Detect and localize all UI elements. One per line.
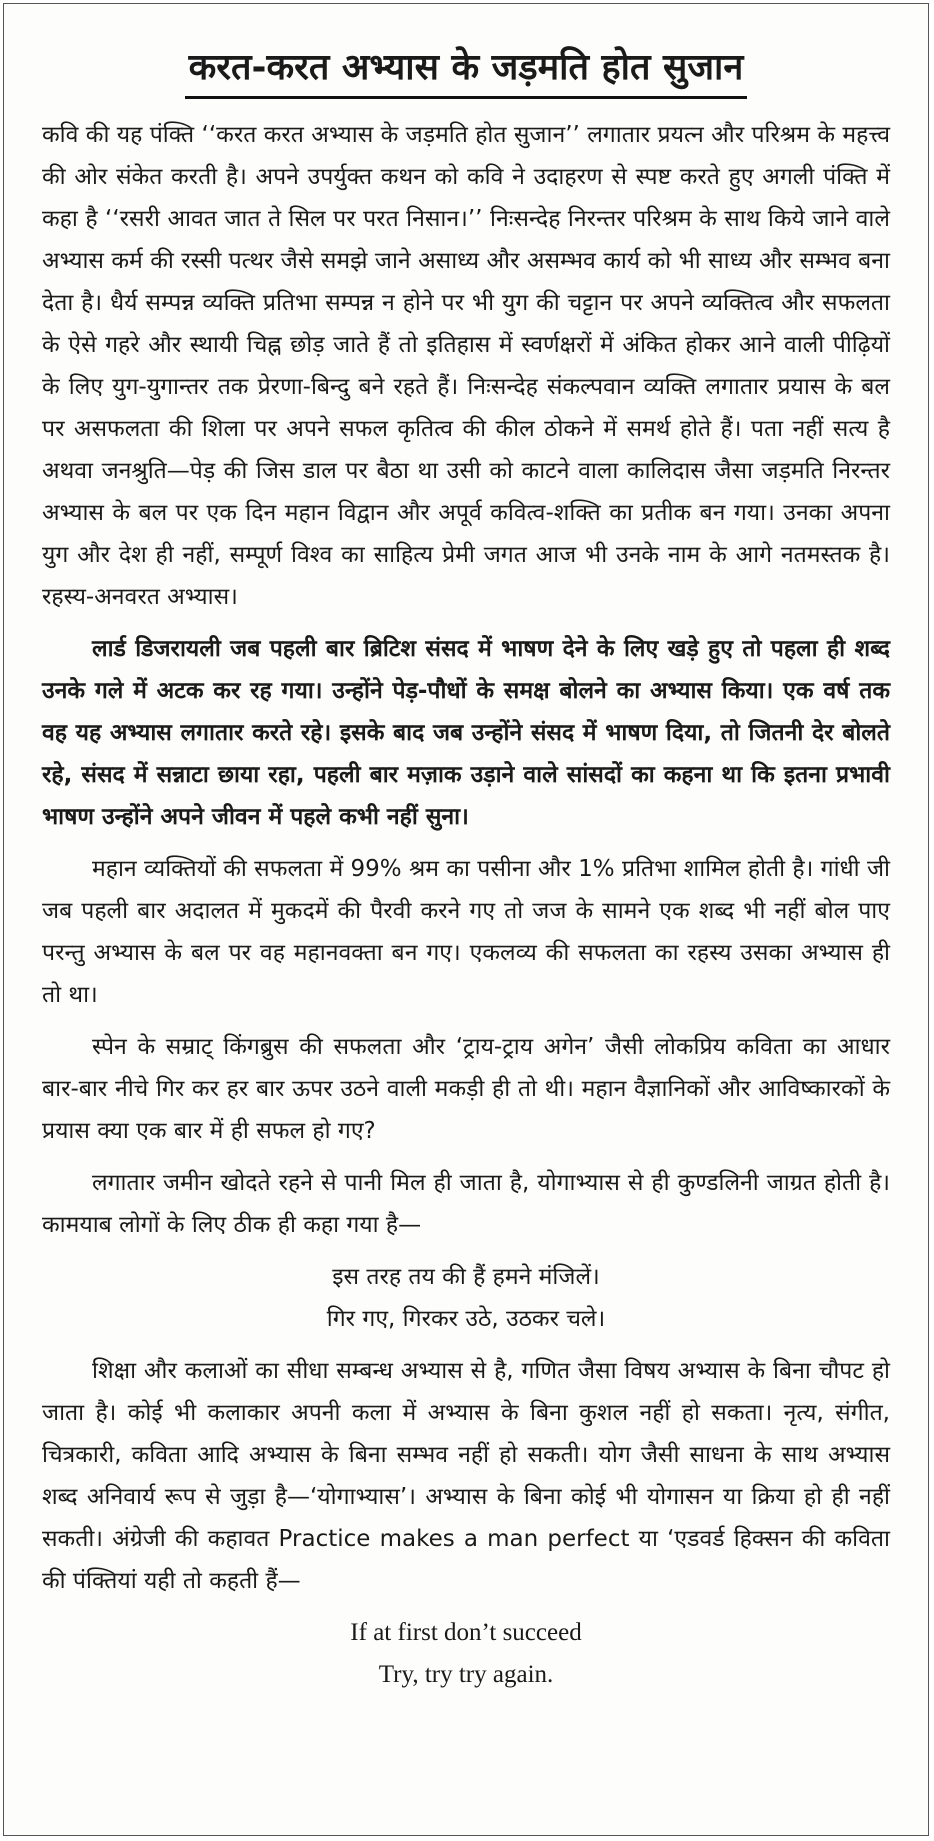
english-verse-line-2: Try, try try again. (378, 1661, 554, 1688)
paragraph-4: स्पेन के सम्राट् किंगब्रुस की सफलता और ‘ट्राय-ट्राय अगेन’ जैसी लोकप्रिय कविता का आधार बार-बार नीचे गिर कर हर बार ऊपर उठने वाली मकड़ी ही तो थी। महान वैज्ञानिकों और आविष्कारकों के प्रयास क्या एक बार में ही सफल हो गए? (42, 1034, 890, 1144)
paragraph-5: लगातार जमीन खोदते रहने से पानी मिल ही जाता है, योगाभ्यास से ही कुण्डलिनी जाग्रत होती है। कामयाब लोगों के लिए ठीक ही कहा गया है— (42, 1170, 890, 1238)
paragraph-2: लार्ड डिजरायली जब पहली बार ब्रिटिश संसद में भाषण देने के लिए खड़े हुए तो पहला ही शब्द उनके गले में अटक कर रह गया। उन्होंने पेड़-पौधों के समक्ष बोलने का अभ्यास किया। एक वर्ष तक वह यह अभ्यास लगातार करते रहे। इसके बाद जब उन्होंने संसद में भाषण दिया, तो जितनी देर बोलते रहे, संसद में सन्नाटा छाया रहा, पहली बार मज़ाक उड़ाने वाले सांसदों का कहना था कि इतना प्रभावी भाषण उन्होंने अपने जीवन में पहले कभी नहीं सुना। (42, 636, 890, 830)
english-verse-line-1: If at first don’t succeed (350, 1619, 582, 1646)
title-text: करत-करत अभ्यास के जड़मति होत सुजान (185, 42, 748, 99)
paragraph-1: कवि की यह पंक्ति ‘‘करत करत अभ्यास के जड़मति होत सुजान’’ लगातार प्रयत्न और परिश्रम के महत्त्व की ओर संकेत करती है। अपने उपर्युक्त कथन को कवि ने उदाहरण से स्पष्ट करते हुए अगली पंक्ति में कहा है ‘‘रसरी आवत जात ते सिल पर परत निसान।’’ निःसन्देह निरन्तर परिश्रम के साथ किये जाने वाले अभ्यास कर्म की रस्सी पत्थर जैसे समझे जाने असाध्य और असम्भव कार्य को भी साध्य और सम्भव बना देता है। धैर्य सम्पन्न व्यक्ति प्रतिभा सम्पन्न न होने पर भी युग की चट्टान पर अपने व्यक्तित्व और सफलता के ऐसे गहरे और स्थायी चिह्न छोड़ जाते हैं तो इतिहास में स्वर्णक्षरों में अंकित होकर आने वाली पीढ़ियों के लिए युग-युगान्तर तक प्रेरणा-बिन्दु बने रहते हैं। निःसन्देह संकल्पवान व्यक्ति लगातार प्रयास के बल पर असफलता की शिला पर अपने सफल कृतित्व की कील ठोकने में समर्थ होते हैं। पता नहीं सत्य है अथवा जनश्रुति—पेड़ की जिस डाल पर बैठा था उसी को काटने वाला कालिदास जैसा जड़मति निरन्तर अभ्यास के बल पर एक दिन महान विद्वान और अपूर्व कवित्व-शक्ति का प्रतीक बन गया। उनका अपना युग और देश ही नहीं, सम्पूर्ण विश्व का साहित्य प्रेमी जगत आज भी उनके नाम के आगे नतमस्तक है। रहस्य-अनवरत अभ्यास। (42, 122, 890, 610)
document-page (3, 3, 929, 1836)
essay-body (42, 114, 890, 1706)
page-title (4, 42, 928, 99)
paragraph-6: शिक्षा और कलाओं का सीधा सम्बन्ध अभ्यास से है, गणित जैसा विषय अभ्यास के बिना चौपट हो जाता है। कोई भी कलाकार अपनी कला में अभ्यास के बिना कुशल नहीं हो सकता। नृत्य, संगीत, चित्रकारी, कविता आदि अभ्यास के बिना सम्भव नहीं हो सकती। योग जैसी साधना के साथ अभ्यास शब्द अनिवार्य रूप से जुड़ा है—‘योगाभ्यास’। अभ्यास के बिना कोई भी योगासन या क्रिया हो ही नहीं सकती। अंग्रेजी की कहावत Practice makes a man perfect या ‘एडवर्ड हिक्सन की कविता की पंक्तियां यही तो कहती हैं— (42, 1358, 890, 1594)
hindi-verse-line-2: गिर गए, गिरकर उठे, उठकर चले। (326, 1306, 606, 1332)
english-verse (42, 1612, 890, 1696)
hindi-verse (42, 1256, 890, 1340)
hindi-verse-line-1: इस तरह तय की हैं हमने मंजिलें। (332, 1264, 600, 1290)
paragraph-3: महान व्यक्तियों की सफलता में 99% श्रम का पसीना और 1% प्रतिभा शामिल होती है। गांधी जी जब पहली बार अदालत में मुकदमें की पैरवी करने गए तो जज के सामने एक शब्द भी नहीं बोल पाए परन्तु अभ्यास के बल पर वह महानवक्ता बन गए। एकलव्य की सफलता का रहस्य उसका अभ्यास ही तो था। (42, 856, 890, 1008)
